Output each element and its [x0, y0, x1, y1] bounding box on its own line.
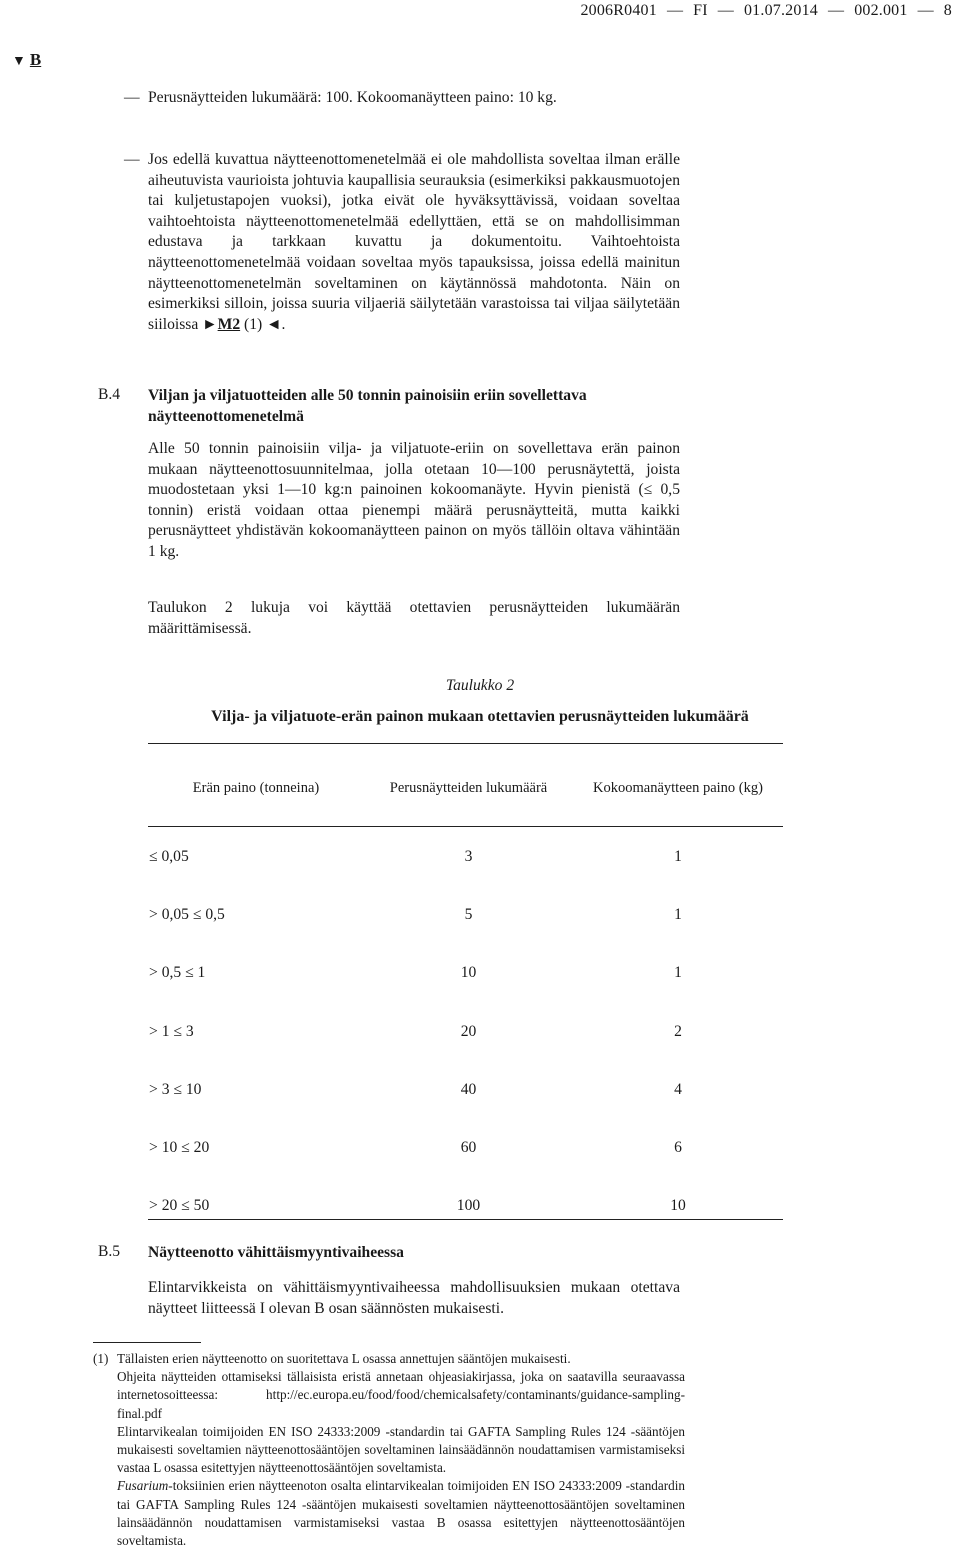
page-header: 2006R0401 — FI — 01.07.2014 — 002.001 — 8: [580, 2, 952, 19]
section-paragraph: Taulukon 2 lukuja voi käyttää otettavien perusnäytteiden lukumäärän määrittämisessä.: [148, 599, 680, 637]
section-paragraph: Elintarvikkeista on vähittäismyyntivaiheessa mahdollisuuksien mukaan otettava näytteet liitteessä I olevan B osan säännösten mukaisesti.: [148, 1279, 680, 1317]
table-top-rule: [148, 743, 783, 744]
amendment-close: ◄.: [266, 315, 286, 333]
table-row: [148, 828, 783, 886]
section-title: Näytteenotto vähittäismyyntivaiheessa: [148, 1244, 404, 1261]
page-number: 8: [943, 2, 952, 19]
table-cell: 5: [464, 906, 473, 924]
dash-item: [124, 150, 680, 335]
dash-item-text: Perusnäytteiden lukumäärä: 100. Kokoomanäytteen paino: 10 kg.: [148, 89, 557, 106]
table-cell: > 0,5 ≤ 1: [149, 964, 206, 982]
sampling-table: [148, 748, 783, 1235]
table-header-rule: [148, 826, 783, 827]
footnote: [93, 1350, 685, 1550]
column-header: Perusnäytteiden lukumäärä: [389, 780, 548, 796]
triangle-down-icon: ▼: [12, 54, 26, 69]
dash-bullet: —: [124, 89, 140, 106]
dash-item-text: Jos edellä kuvattua näytteenottomenetelmää ei ole mahdollista soveltaa ilman erälle aiheutuvista vaurioista johtuvia kaupallisia seurauksia (esimerkiksi pakkausmuotojen tai kuljetustapojen vuoksi), jotka eivät ole hyväksyttävissä, voidaan soveltaa vaihtoehtoista näytteenottomenetelmää edellyttäen, että se on mahdollisimman edustava ja tarkkaan kuvattu ja dokumentoitu. Vaihtoehtoista näytteenottomenetelmää voidaan soveltaa myös tapauksissa, joissa edellä mainitun näytteenottomenetelmän soveltaminen on käytännössä mahdotonta. Näin on esimerkiksi silloin, joissa suuria viljaeriä säilytetään varastoissa tai viljaa säilytetään siiloissa: [148, 151, 680, 333]
section-number: B.4: [98, 386, 121, 403]
footnote-text: Ohjeita näytteiden ottamiseksi tällaisista eristä annetaan ohjeasiakirjassa, joka on saatavilla seuraavassa internetosoitteessa: http://ec.europa.eu/food/food/chemicalsafety/contaminants/guidance-sampling-final.pdf: [117, 1369, 685, 1421]
footnote-text: [93, 1477, 685, 1550]
dash-bullet: —: [124, 151, 140, 168]
table-cell: 60: [460, 1139, 477, 1157]
table-cell: > 0,05 ≤ 0,5: [149, 906, 225, 924]
amendment-open: ►M2: [202, 315, 241, 333]
table-caption: Taulukko 2: [445, 677, 515, 694]
section-title: Viljan ja viljatuotteiden alle 50 tonnin painoisiin eriin sovellettava näytteenottomenetelmä: [148, 387, 587, 425]
table-bottom-rule: [148, 1219, 783, 1220]
footnote-label: (1): [93, 1351, 109, 1366]
table-row: [148, 886, 783, 944]
table-cell: ≤ 0,05: [149, 848, 189, 866]
table-row: [148, 944, 783, 1002]
table-cell: 4: [674, 1080, 682, 1098]
table-cell: 10: [670, 1197, 686, 1215]
table-row: [148, 1119, 783, 1177]
table-cell: 1: [674, 848, 682, 866]
section-number: B.5: [98, 1243, 121, 1260]
table-row: [148, 1061, 783, 1119]
footnote-rule: [93, 1342, 201, 1343]
table-row: [148, 1003, 783, 1061]
table-title: Vilja- ja viljatuote-erän painon mukaan otettavien perusnäytteiden lukumäärä: [211, 708, 749, 725]
table-header-row: [148, 748, 783, 828]
table-cell: > 3 ≤ 10: [149, 1080, 202, 1098]
dash-item: [124, 88, 680, 109]
footnote-ref: (1): [244, 315, 263, 333]
doc-version: 002.001: [854, 2, 908, 19]
table-cell: 2: [674, 1022, 682, 1040]
doc-lang: FI: [693, 2, 708, 19]
table-cell: 6: [674, 1139, 682, 1157]
amendment-marker: [12, 50, 41, 70]
table-cell: 1: [674, 906, 682, 924]
table-row: [148, 1177, 783, 1235]
footnote-text-rest: -toksiinien erien näytteenoton osalta elintarvikealan toimijoiden EN ISO 24333:2009 -standardin tai GAFTA Sampling Rules 124 -sääntöjen mukaisesti soveltamien näytteenottosääntöjen soveltaminen lainsäädännön noudattamisen varmistamiseksi vastaa B osassa esitettyjen näytteenottosääntöjen soveltamista.: [117, 1478, 685, 1549]
table-cell: 10: [460, 964, 477, 982]
doc-date: 01.07.2014: [743, 2, 818, 19]
marker-label: B: [29, 50, 42, 69]
column-header: Erän paino (tonneina): [192, 780, 320, 796]
section-paragraph: Alle 50 tonnin painoisiin vilja- ja viljatuote-eriin on sovellettava erän painon mukaan näytteenottosuunnitelmaa, jolla otetaan 10—100 perusnäytettä, joista muodostetaan yksi 1—10 kg:n painoinen kokoomanäyte. Hyvin pienistä (≤ 0,5 tonnin) eristä voidaan ottaa pienempi määrä perusnäytteitä, mutta kaikki perusnäytteet yhdistävän kokoomanäytteen painon on myös tällöin oltava vähintään 1 kg.: [148, 440, 680, 560]
footnote-text: Elintarvikealan toimijoiden EN ISO 24333:2009 -standardin tai GAFTA Sampling Rules 124 -sääntöjen mukaisesti soveltamien näytteenottosääntöjen soveltaminen lainsäädännön noudattamisen varmistamiseksi vastaa L osassa esitettyjen näytteenottosääntöjen soveltamista.: [117, 1423, 685, 1476]
doc-id: 2006R0401: [580, 2, 657, 19]
table-cell: > 1 ≤ 3: [149, 1022, 194, 1040]
table-cell: 100: [456, 1197, 481, 1215]
table-cell: > 20 ≤ 50: [149, 1197, 210, 1215]
table-cell: 1: [674, 964, 682, 982]
table-cell: 3: [464, 848, 473, 866]
table-cell: 40: [460, 1080, 477, 1098]
table-cell: > 10 ≤ 20: [149, 1139, 210, 1157]
column-header: Kokoomanäytteen paino (kg): [593, 780, 763, 796]
table-cell: 20: [460, 1022, 477, 1040]
footnote-text: Tällaisten erien näytteenotto on suoritettava L osassa annettujen sääntöjen mukaisesti.: [117, 1351, 571, 1366]
footnote-italic: Fusarium: [117, 1478, 169, 1494]
